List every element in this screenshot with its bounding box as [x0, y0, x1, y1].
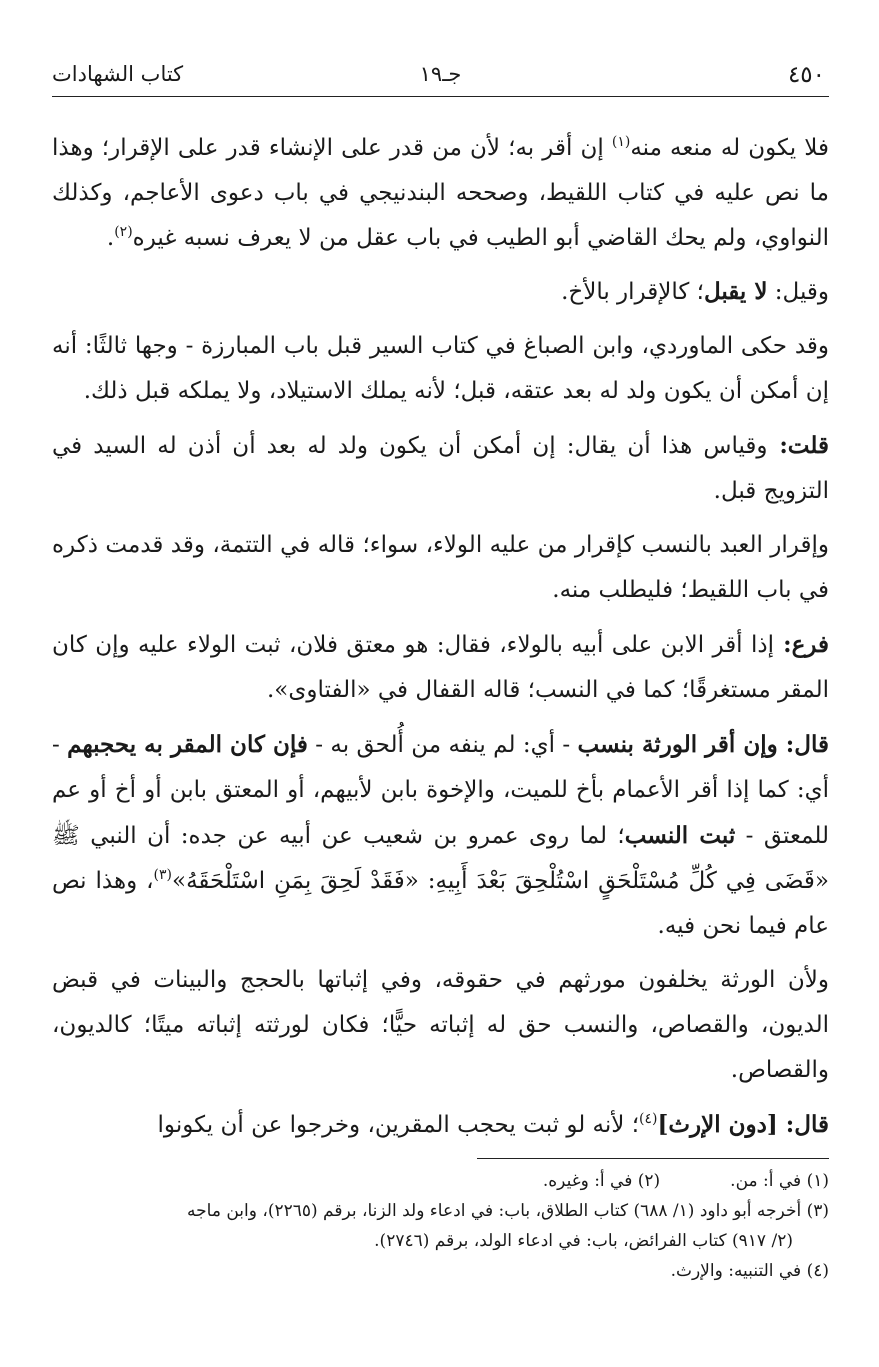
book-page — [52, 0, 829, 1367]
footnote-3-continued: (٢/ ٩١٧) كتاب الفرائض، باب: في ادعاء الولد، برقم (٢٧٤٦). — [374, 1231, 793, 1251]
page-number: ٤٥٠ — [787, 62, 825, 88]
running-header — [52, 62, 829, 97]
paragraph-9: قال: [دون الإرث]$^{(٤)}$؛ لأنه لو ثبت يحجب المقرين، وخرجوا عن أن يكونوا — [157, 1111, 829, 1138]
footnote-4: (٤) في التنبيه: والإرث. — [670, 1261, 829, 1281]
footnote-3: (٣) أخرجه أبو داود (١/ ٦٨٨) كتاب الطلاق، باب: في ادعاء ولد الزنا، برقم (٢٢٦٥)، وابن ماجه — [187, 1201, 829, 1221]
footnote-1: (١) في أ: من. — [730, 1171, 829, 1191]
paragraph-7: قال: وإن أقر الورثة بنسب - أي: لم ينفه من أُلحق به - فإن كان المقر به يحجبهم - أي: كما إذا أقر الأعمام بأخ للميت، والإخوة بابن لأبيهم، أو المعتق بابن أو أخ أو عم للمعتق - ثبت النسب؛ لما روى عمرو بن شعيب عن أبيه عن جده: أن النبي ﷺ «قَضَى فِي كُلِّ مُسْتَلْحَقٍ اسْتُلْحِقَ بَعْدَ أَبِيهِ: «فَقَدْ لَحِقَ بِمَنِ اسْتَلْحَقَهُ»$^{(٣)}$، وهذا نص عام فيما نحن فيه. — [52, 731, 830, 939]
footnotes — [52, 1166, 829, 1286]
footnote-2: (٢) في أ: وغيره. — [542, 1171, 661, 1191]
footnote-ref-3: (٣) — [153, 867, 172, 883]
footnote-ref-2: (٢) — [114, 224, 133, 240]
paragraph-3: وقد حكى الماوردي، وابن الصباغ في كتاب السير قبل باب المبارزة - وجها ثالثًا: أنه إن أمكن أن يكون ولد له بعد عتقه، قبل؛ لأنه يملك الاستيلاد، ولا يملكه قبل ذلك. — [52, 333, 829, 404]
main-text — [52, 126, 829, 1157]
footnote-ref-4: (٤) — [639, 1111, 658, 1127]
footnote-separator — [477, 1158, 829, 1159]
footnote-ref-1: (١) — [611, 134, 631, 150]
paragraph-4: قلت: وقياس هذا أن يقال: إن أمكن أن يكون ولد له بعد أن أذن له السيد في التزويج قبل. — [52, 432, 829, 504]
paragraph-2: وقيل: لا يقبل؛ كالإقرار بالأخ. — [561, 278, 829, 305]
paragraph-1: فلا يكون له منعه منه$^{(١)}$ إن أقر به؛ لأن من قدر على الإنشاء قدر على الإقرار؛ وهذا ما نص عليه في كتاب اللقيط، وصححه البندنيجي في باب دعوى الأعاجم، وكذلك النواوي، ولم يحك القاضي أبو الطيب في باب عقل من لا يعرف نسبه غيره$^{(٢)}$. — [52, 134, 829, 251]
paragraph-8: ولأن الورثة يخلفون مورثهم في حقوقه، وفي إثباتها بالحجج والبينات في قبض الديون، والقصاص، والنسب حق له إثباته حيًّا؛ فكان لورثته إثباته ميتًا؛ كالديون، والقصاص. — [52, 967, 829, 1083]
book-title: كتاب الشهادات — [52, 62, 184, 86]
paragraph-5: وإقرار العبد بالنسب كإقرار من عليه الولاء، سواء؛ قاله في التتمة، وقد قدمت ذكره في باب اللقيط؛ فليطلب منه. — [52, 532, 829, 603]
paragraph-6: فرع: إذا أقر الابن على أبيه بالولاء، فقال: هو معتق فلان، ثبت الولاء عليه وإن كان المقر مستغرقًا؛ كما في النسب؛ قاله القفال في «الفتاوى». — [52, 631, 829, 703]
footnote-row-1 — [52, 1166, 829, 1196]
volume-label: جـ١٩ — [419, 62, 462, 86]
